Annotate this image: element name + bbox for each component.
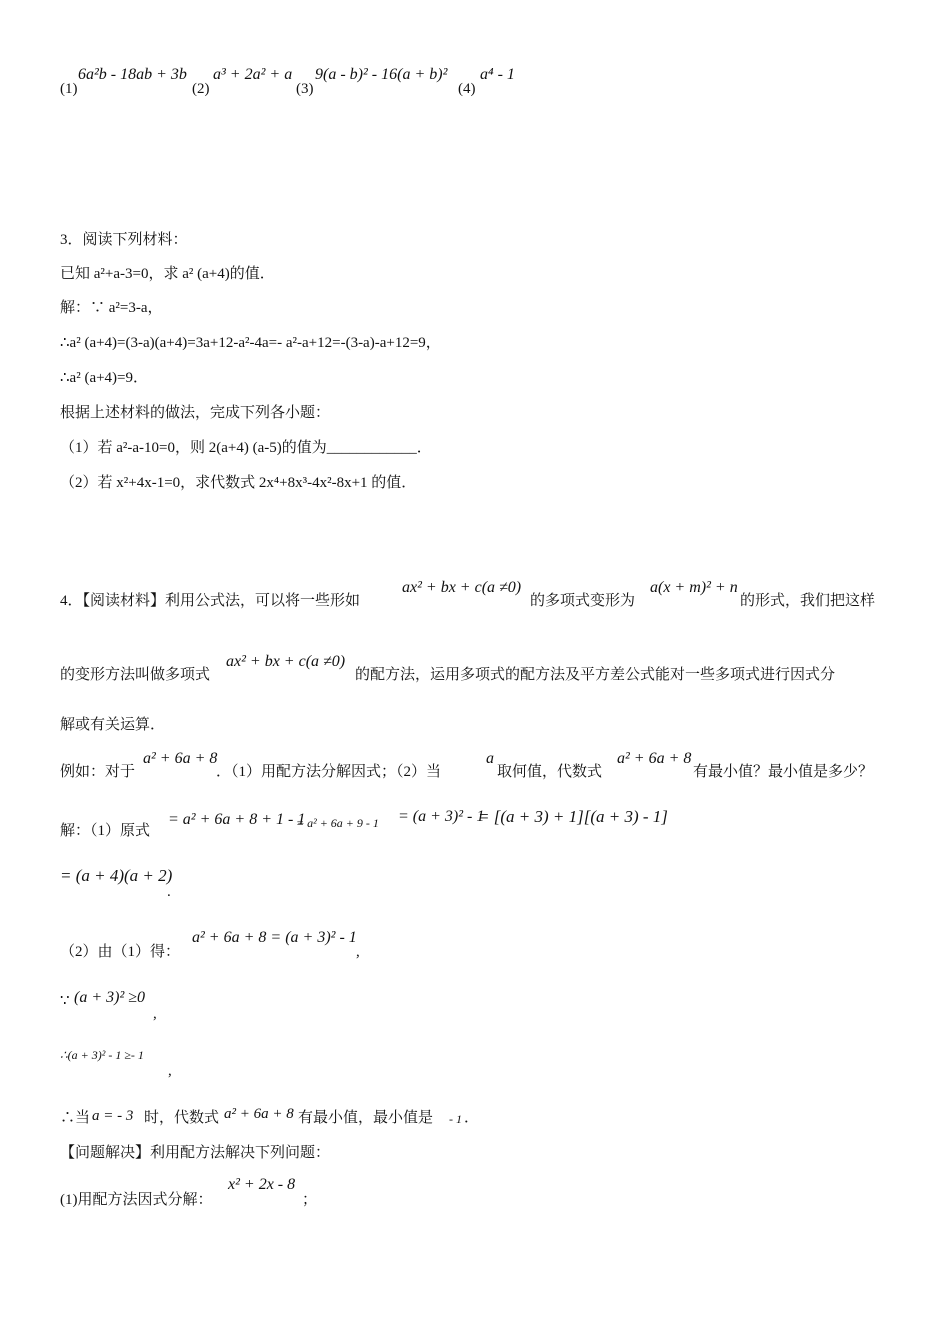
example-b: ．（1）用配方法分解因式；（2）当 [216, 764, 442, 780]
conclusion-end: ． [464, 1110, 480, 1126]
problem4-intro-a: 4．【阅读材料】利用公式法，可以将一些形如 [60, 593, 361, 609]
conclusion-min-value: - 1 [449, 1112, 462, 1126]
question-1-end: ； [302, 1192, 318, 1208]
therefore-comma: , [168, 1063, 172, 1079]
part-label-1: (1) [60, 81, 78, 97]
solution-period: . [167, 884, 171, 900]
conclusion-expression: a² + 6a + 8 [224, 1106, 294, 1122]
problem4-line2-b: 的配方法，运用多项式的配方法及平方差公式能对一些多项式进行因式分 [355, 667, 836, 683]
part-label-2: (2) [192, 81, 210, 97]
part2-label: （2）由（1）得： [60, 944, 181, 960]
problem4-line2-a: 的变形方法叫做多项式 [60, 667, 211, 683]
part2-comma: , [356, 944, 360, 960]
problem3-question-2: （2）若 x²+4x-1=0，求代数式 2x⁴+8x³-4x²-8x+1 的值． [60, 475, 417, 491]
formula-general-quadratic: ax² + bx + c(a ≠0) [402, 579, 522, 596]
therefore-expression: ∴(a + 3)² - 1 ≥- 1 [60, 1048, 144, 1062]
example-a: 例如：对于 [60, 764, 136, 780]
example-variable: a [486, 750, 494, 767]
problem3-solution-1: 解：∵ a²=3-a， [60, 300, 163, 316]
part-label-3: (3) [296, 81, 314, 97]
because-expression: (a + 3)² ≥0 [74, 989, 146, 1006]
part-expr-1: 6a²b - 18ab + 3b [78, 66, 187, 83]
formula-general-quadratic-2: ax² + bx + c(a ≠0) [226, 653, 346, 670]
solution-step-2: = a² + 6a + 9 - 1 [296, 816, 379, 830]
question-1-expression: x² + 2x - 8 [228, 1176, 296, 1193]
solution-step-4: = [(a + 3) + 1][(a + 3) - 1] [478, 807, 668, 826]
example-expression-2: a² + 6a + 8 [617, 750, 692, 767]
conclusion-variable: a = - 3 [92, 1108, 134, 1124]
problem3-given: 已知 a²+a-3=0，求 a² (a+4)的值． [60, 266, 275, 282]
conclusion-c: 有最小值，最小值是 [298, 1110, 434, 1126]
formula-vertex-form: a(x + m)² + n [650, 579, 738, 596]
part-expr-2: a³ + 2a² + a [213, 66, 293, 83]
conclusion-b: 时，代数式 [144, 1110, 220, 1126]
problem4-intro-c: 的形式，我们把这样 [740, 593, 876, 609]
question-1-label: (1)用配方法因式分解： [60, 1192, 213, 1208]
problem3-solution-3: ∴a² (a+4)=9． [60, 370, 149, 386]
problem3-solution-2: ∴a² (a+4)=(3-a)(a+4)=3a+12-a²-4a=- a²-a+12=-(3-a)-a+12=9， [60, 335, 441, 351]
problem3-instruction: 根据上述材料的做法，完成下列各小题： [60, 405, 331, 421]
solution-label: 解：（1）原式 [60, 823, 151, 839]
example-c: 取何值，代数式 [497, 764, 603, 780]
problem3-question-1: （1）若 a²-a-10=0，则 2(a+4) (a-5)的值为____________． [60, 440, 432, 456]
because-symbol: ∵ [60, 993, 70, 1009]
problem4-line3: 解或有关运算． [60, 717, 166, 733]
solution-step-3: = (a + 3)² - 1 [398, 808, 485, 825]
part-label-4: (4) [458, 81, 476, 97]
problem-solving-title: 【问题解决】利用配方法解决下列问题： [60, 1145, 331, 1161]
solution-step-1: = a² + 6a + 8 + 1 - 1 [168, 811, 306, 828]
problem3-title: 3．阅读下列材料： [60, 232, 188, 248]
part-expr-4: a⁴ - 1 [480, 66, 515, 83]
part-expr-3: 9(a - b)² - 16(a + b)² [315, 66, 448, 83]
part2-expression: a² + 6a + 8 = (a + 3)² - 1 [192, 929, 357, 946]
problem4-intro-b: 的多项式变形为 [530, 593, 636, 609]
conclusion-a: ∴当 [60, 1110, 91, 1126]
example-expression: a² + 6a + 8 [143, 750, 218, 767]
solution-result: = (a + 4)(a + 2) [60, 866, 173, 885]
example-d: 有最小值？最小值是多少？ [693, 764, 874, 780]
because-comma: , [153, 1006, 157, 1022]
